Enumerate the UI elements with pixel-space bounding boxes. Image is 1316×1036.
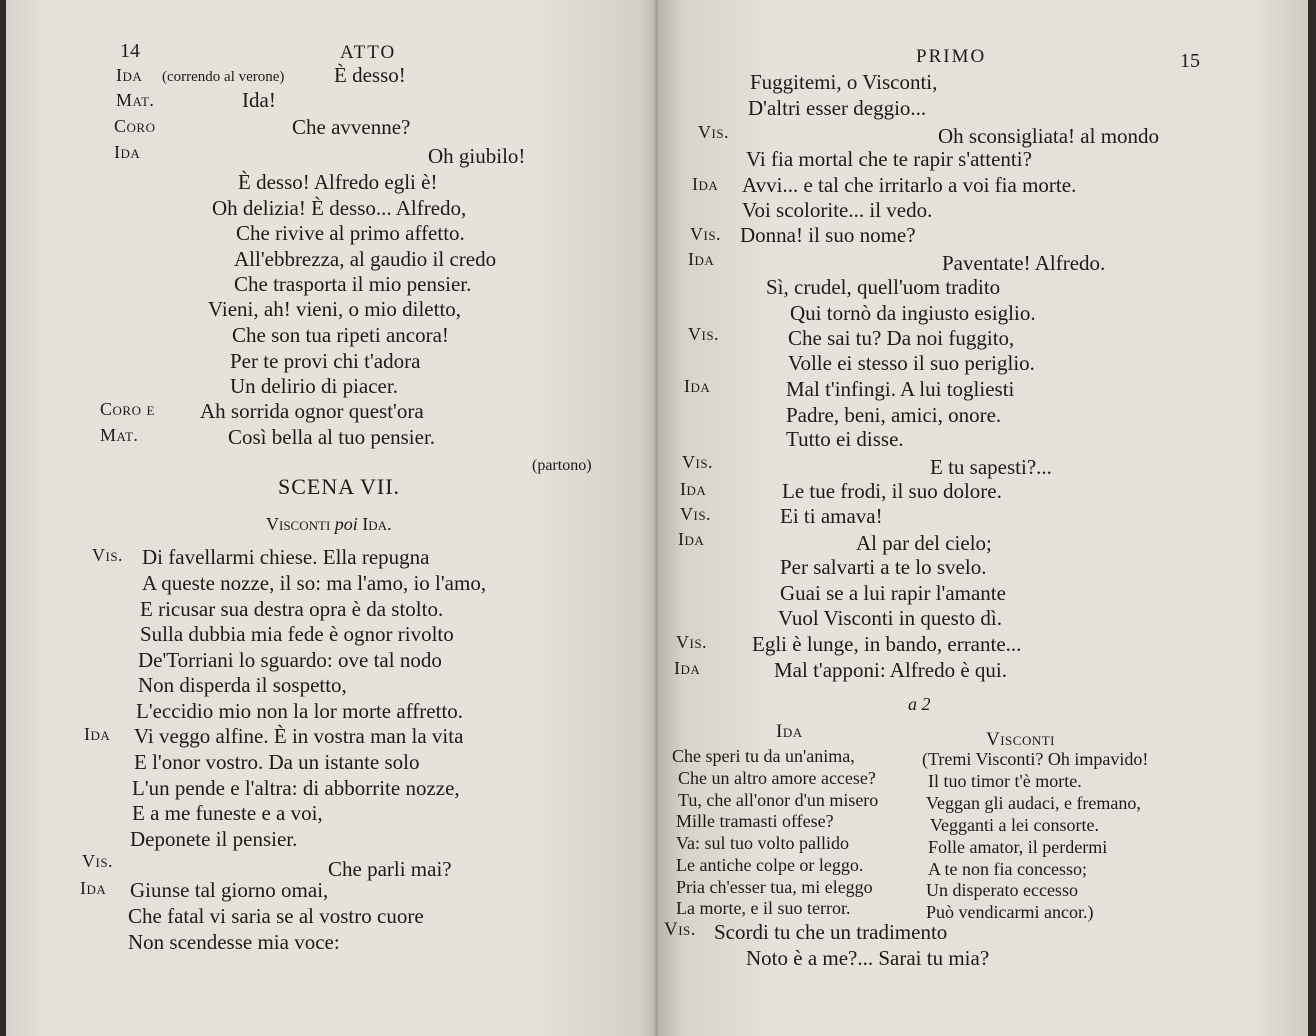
duet-speaker-right: Visconti <box>986 729 1055 750</box>
verse-line: Scordi tu che un tradimento <box>714 920 948 944</box>
verse-line: Qui tornò da ingiusto esiglio. <box>790 301 1036 325</box>
verse-line: È desso! <box>334 63 406 87</box>
running-head: ATTO <box>340 42 397 63</box>
speaker: Vis. <box>682 452 714 472</box>
duet-line-right: (Tremi Visconti? Oh impavido! <box>922 749 1149 769</box>
duet-line-right: Folle amator, il perdermi <box>928 837 1108 857</box>
speaker: Coro <box>114 116 156 136</box>
verse-line: Vi veggo alfine. È in vostra man la vita <box>134 724 464 748</box>
verse-line: Vieni, ah! vieni, o mio diletto, <box>208 297 462 321</box>
verse-line: Fuggitemi, o Visconti, <box>750 70 938 94</box>
a-due-marker: a 2 <box>908 694 931 714</box>
running-head: PRIMO <box>916 46 987 67</box>
duet-line-left: Mille tramasti offese? <box>676 811 834 831</box>
verse-line: Egli è lunge, in bando, errante... <box>752 632 1022 656</box>
speaker: Mat. <box>100 425 139 445</box>
duet-line-right: Il tuo timor t'è morte. <box>928 771 1082 791</box>
verse-line: Che parli mai? <box>328 857 452 881</box>
verse-line: Guai se a lui rapir l'amante <box>780 581 1006 605</box>
verse-line: È desso! Alfredo egli è! <box>238 170 438 194</box>
scene-characters: Visconti poi Ida. <box>266 514 392 534</box>
verse-line: Oh giubilo! <box>428 144 526 168</box>
verse-line: Che son tua ripeti ancora! <box>232 323 449 347</box>
speaker: Ida <box>116 65 143 85</box>
verse-line: D'altri esser deggio... <box>748 96 927 120</box>
verse-line: Vuol Visconti in questo dì. <box>778 606 1003 630</box>
verse-line: Padre, beni, amici, onore. <box>786 403 1002 427</box>
right-page <box>658 0 1308 1036</box>
verse-line: Avvi... e tal che irritarlo a voi fia morte. <box>742 173 1077 197</box>
duet-line-left: Tu, che all'onor d'un misero <box>678 790 879 810</box>
speaker: Ida <box>674 658 701 678</box>
verse-line: Mal t'infingi. A lui togliesti <box>786 377 1015 401</box>
verse-line: Ida! <box>242 88 276 112</box>
verse-line: Tutto ei disse. <box>786 427 904 451</box>
verse-line: Volle ei stesso il suo periglio. <box>788 351 1035 375</box>
duet-line-right: Veggan gli audaci, e fremano, <box>926 793 1141 813</box>
verse-line: Che rivive al primo affetto. <box>236 221 465 245</box>
verse-line: E tu sapesti?... <box>930 455 1052 479</box>
speaker: Ida <box>688 249 715 269</box>
verse-line: E ricusar sua destra opra è da stolto. <box>140 597 444 621</box>
speaker: Vis. <box>680 504 712 524</box>
verse-line: Di favellarmi chiese. Ella repugna <box>142 545 430 569</box>
speaker: Ida <box>84 724 111 744</box>
duet-line-right: A te non fia concesso; <box>928 859 1087 879</box>
verse-line: Che sai tu? Da noi fuggito, <box>788 326 1015 350</box>
verse-line: Deponete il pensier. <box>130 827 298 851</box>
verse-line: Noto è a me?... Sarai tu mia? <box>746 946 990 970</box>
speaker: Ida <box>80 878 107 898</box>
speaker: Vis. <box>690 224 722 244</box>
duet-line-right: Può vendicarmi ancor.) <box>926 902 1094 922</box>
scene-title: SCENA VII. <box>278 474 401 499</box>
verse-line: Un delirio di piacer. <box>230 374 398 398</box>
speaker: Vis. <box>676 632 708 652</box>
duet-line-right: Vegganti a lei consorte. <box>930 815 1099 835</box>
speaker: Mat. <box>116 90 155 110</box>
verse-line: Che fatal vi saria se al vostro cuore <box>128 904 424 928</box>
verse-line: Non scendesse mia voce: <box>128 930 340 954</box>
duet-line-left: Che speri tu da un'anima, <box>672 746 855 766</box>
speaker: Vis. <box>664 919 697 940</box>
verse-line: Sì, crudel, quell'uom tradito <box>766 275 1001 299</box>
duet-line-right: Un disperato eccesso <box>926 880 1078 900</box>
duet-line-left: Va: sul tuo volto pallido <box>676 833 849 853</box>
verse-line: Per te provi chi t'adora <box>230 349 421 373</box>
verse-line: Per salvarti a te lo svelo. <box>780 555 987 579</box>
verse-line: De'Torriani lo sguardo: ove tal nodo <box>138 648 442 672</box>
page-number: 15 <box>1180 50 1200 72</box>
verse-line: L'eccidio mio non la lor morte affretto. <box>136 699 464 723</box>
speaker: Vis. <box>92 545 124 565</box>
left-page <box>6 0 658 1036</box>
verse-line: Voi scolorite... il vedo. <box>742 198 933 222</box>
verse-line: Che trasporta il mio pensier. <box>234 272 472 296</box>
verse-line: Ei ti amava! <box>780 504 883 528</box>
verse-line: Vi fia mortal che te rapir s'attenti? <box>746 147 1032 171</box>
stage-direction: (partono) <box>532 457 592 474</box>
speaker: Vis. <box>698 122 730 142</box>
verse-line: Non disperda il sospetto, <box>138 673 347 697</box>
duet-line-left: Pria ch'esser tua, mi eleggo <box>676 877 873 897</box>
speaker: Ida <box>680 479 707 499</box>
verse-line: Paventate! Alfredo. <box>942 251 1106 275</box>
speaker: Ida <box>692 174 719 194</box>
speaker: Coro e <box>100 399 155 419</box>
speaker: Ida <box>114 142 141 162</box>
verse-line: L'un pende e l'altra: di abborrite nozze, <box>132 776 460 800</box>
verse-line: E a me funeste e a voi, <box>132 801 323 825</box>
verse-line: Oh sconsigliata! al mondo <box>938 124 1160 148</box>
page-number: 14 <box>120 40 140 62</box>
verse-line: Giunse tal giorno omai, <box>130 878 329 902</box>
verse-line: Donna! il suo nome? <box>740 223 916 247</box>
verse-line: Che avvenne? <box>292 115 411 139</box>
duet-speaker-left: Ida <box>776 721 803 742</box>
verse-line: Le tue frodi, il suo dolore. <box>782 479 1002 503</box>
verse-line: Ah sorrida ognor quest'ora <box>200 399 424 423</box>
verse-line: Così bella al tuo pensier. <box>228 425 436 449</box>
verse-line: Mal t'apponi: Alfredo è qui. <box>774 658 1007 682</box>
duet-line-left: Le antiche colpe or leggo. <box>676 855 864 875</box>
verse-line: E l'onor vostro. Da un istante solo <box>134 750 420 774</box>
speaker: Vis. <box>82 851 114 871</box>
verse-line: Sulla dubbia mia fede è ognor rivolto <box>140 622 454 646</box>
speaker: Vis. <box>688 324 720 344</box>
verse-line: Al par del cielo; <box>856 531 992 555</box>
verse-line: A queste nozze, il so: ma l'amo, io l'amo, <box>142 571 487 595</box>
duet-line-left: Che un altro amore accese? <box>678 768 876 788</box>
speaker: Ida <box>678 529 705 549</box>
stage-direction: (correndo al verone) <box>162 69 285 85</box>
verse-line: All'ebbrezza, al gaudio il credo <box>234 247 497 271</box>
duet-line-left: La morte, e il suo terror. <box>676 898 851 918</box>
speaker: Ida <box>684 376 711 396</box>
verse-line: Oh delizia! È desso... Alfredo, <box>212 196 467 220</box>
